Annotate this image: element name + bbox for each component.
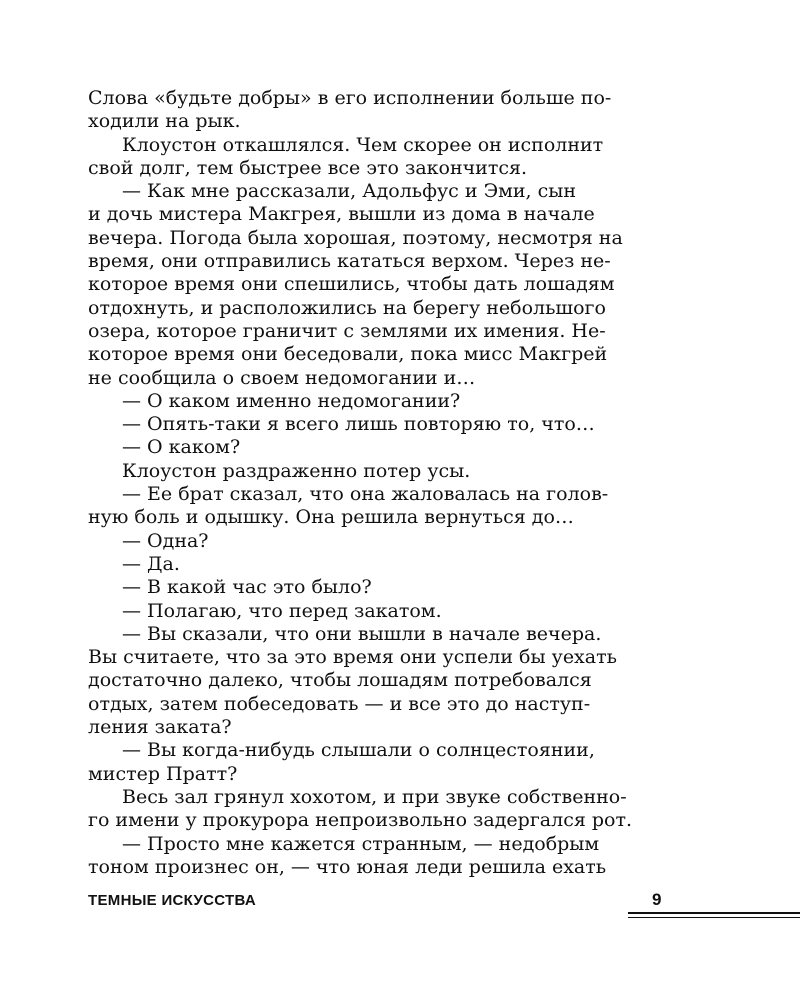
- text-line: достаточно далеко, чтобы лошадям потребовался: [88, 669, 592, 692]
- text-line: — Опять-таки я всего лишь повторяю то, что…: [122, 413, 595, 436]
- text-line: Клоустон откашлялся. Чем скорее он исполнит: [122, 133, 604, 156]
- text-line: и дочь мистера Макгрея, вышли из дома в начале: [88, 203, 595, 226]
- text-line: отдых, затем побеседовать — и все это до наступ-: [88, 692, 591, 715]
- text-line: которое время они спешились, чтобы дать лошадям: [88, 273, 615, 296]
- body-text: [88, 87, 668, 879]
- text-line: Клоустон раздраженно потер усы.: [122, 459, 471, 482]
- text-line: — Одна?: [122, 529, 209, 552]
- text-line: вечера. Погода была хорошая, поэтому, несмотря на: [88, 226, 623, 249]
- text-line: — В какой час это было?: [122, 576, 372, 599]
- text-line: — Да.: [122, 552, 180, 575]
- running-title: ТЕМНЫЕ ИСКУССТВА: [88, 892, 256, 909]
- text-line: время, они отправились кататься верхом. Через не-: [88, 250, 611, 273]
- text-line: — Вы когда-нибудь слышали о солнцестоянии,: [122, 739, 595, 762]
- text-line: которое время они беседовали, пока мисс Макгрей: [88, 343, 608, 366]
- text-line: — Как мне рассказали, Адольфус и Эми, сын: [122, 180, 577, 203]
- footer-rule: [628, 912, 800, 914]
- text-line: отдохнуть, и расположились на берегу небольшого: [88, 296, 606, 319]
- text-line: — Вы сказали, что они вышли в начале вечера.: [122, 622, 602, 645]
- text-line: Вы считаете, что за это время они успели бы уехать: [88, 646, 617, 669]
- text-line: тоном произнес он, — что юная леди решила ехать: [88, 855, 607, 878]
- text-line: не сообщила о своем недомогании и…: [88, 366, 476, 389]
- text-line: — Полагаю, что перед закатом.: [122, 599, 442, 622]
- text-line: ходили на рык.: [88, 110, 241, 133]
- text-line: Слова «будьте добры» в его исполнении больше по-: [88, 87, 612, 109]
- page-number: 9: [652, 890, 662, 909]
- text-line: — Ее брат сказал, что она жаловалась на голов-: [122, 483, 609, 506]
- text-line: свой долг, тем быстрее все это закончится.: [88, 156, 528, 179]
- footer-rule-thin: [628, 917, 800, 918]
- text-line: ную боль и одышку. Она решила вернуться до…: [88, 506, 574, 529]
- text-line: го имени у прокурора непроизвольно задергался рот.: [88, 809, 633, 832]
- text-line: — Просто мне кажется странным, — недобрым: [122, 832, 600, 855]
- text-line: озера, которое граничит с землями их имения. Не-: [88, 319, 606, 342]
- text-line: — О каком?: [122, 436, 241, 459]
- text-line: — О каком именно недомогании?: [122, 389, 461, 412]
- text-line: ления заката?: [88, 716, 232, 739]
- text-line: мистер Пратт?: [88, 762, 238, 785]
- text-line: Весь зал грянул хохотом, и при звуке собственно-: [122, 785, 627, 808]
